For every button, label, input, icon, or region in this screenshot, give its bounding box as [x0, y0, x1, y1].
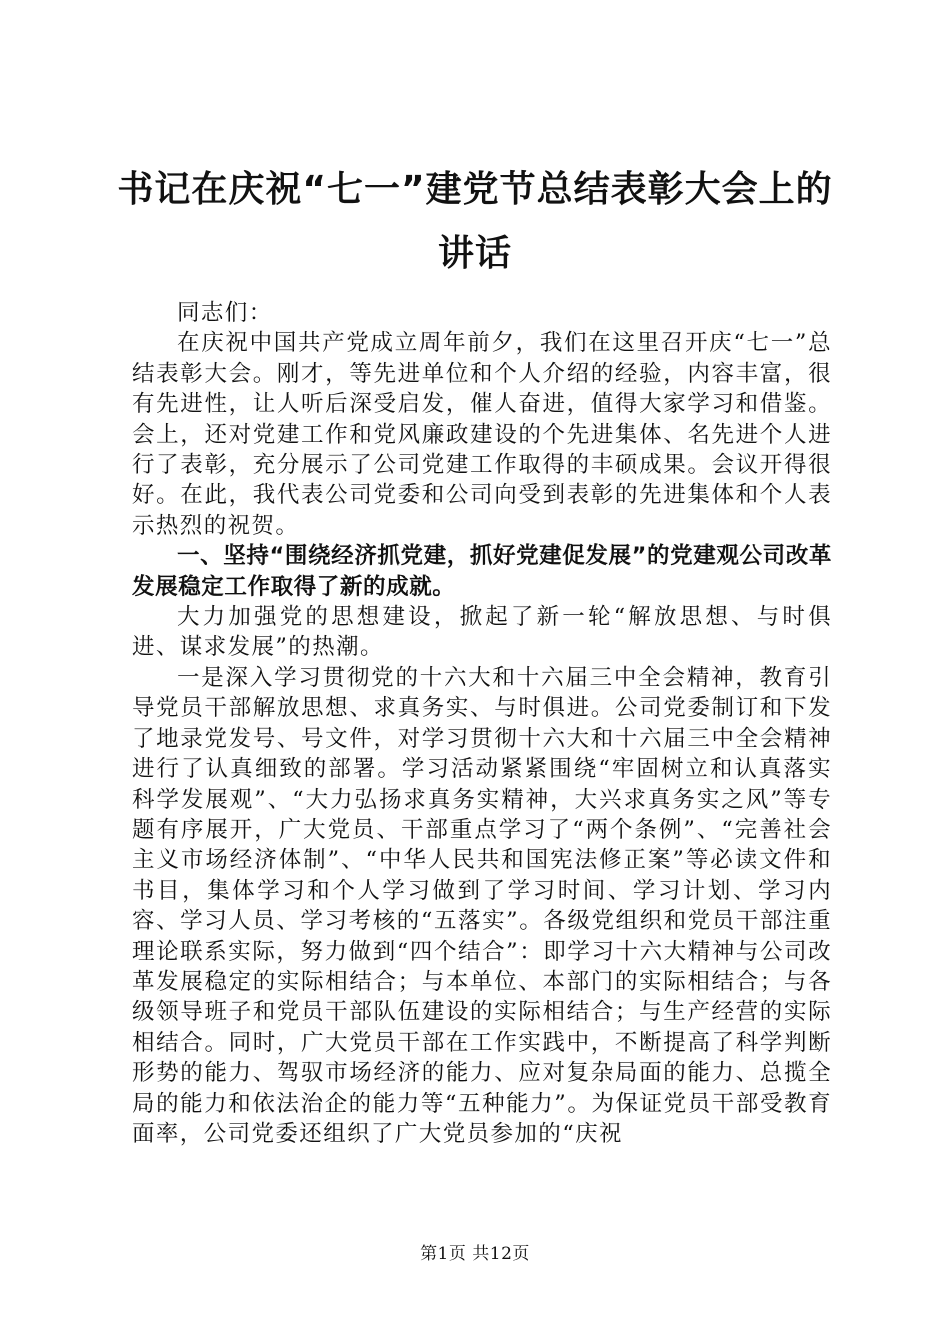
section-heading-1: 一、坚持“围绕经济抓党建，抓好党建促发展”的党建观公司改革发展稳定工作取得了新的成就。 [132, 543, 832, 600]
page-indicator: 第1页 共12页 [420, 1244, 530, 1264]
paragraph-subheading: 大力加强党的思想建设，掀起了新一轮“解放思想、与时俱进、谋求发展”的热潮。 [132, 604, 832, 661]
document-body [132, 298, 832, 1149]
salutation: 同志们： [177, 300, 273, 326]
document-title: 书记在庆祝“七一”建党节总结表彰大会上的讲话 [117, 169, 833, 274]
paragraph-intro: 在庆祝中国共产党成立周年前夕，我们在这里召开庆“七一”总结表彰大会。刚才，等先进单位和个人介绍的经验，内容丰富，很有先进性，让人听后深受启发，催人奋进，值得大家学习和借鉴。会上，还对党建工作和党风廉政建设的个先进集体、名先进个人进行了表彰，充分展示了公司党建工作取得的丰硕成果。会议开得很好。在此，我代表公司党委和公司向受到表彰的先进集体和个人表示热烈的祝贺。 [132, 330, 832, 539]
paragraph-point-1: 一是深入学习贯彻党的十六大和十六届三中全会精神，教育引导党员干部解放思想、求真务实、与时俱进。公司党委制订和下发了地录党发号、号文件，对学习贯彻十六大和十六届三中全会精神进行了认真细致的部署。学习活动紧紧围绕“牢固树立和认真落实科学发展观”、“大力弘扬求真务实精神，大兴求真务实之风”等专题有序展开，广大党员、干部重点学习了“两个条例”、“完善社会主义市场经济体制”、“中华人民共和国宪法修正案”等必读文件和书目，集体学习和个人学习做到了学习时间、学习计划、学习内容、学习人员、学习考核的“五落实”。各级党组织和党员干部注重理论联系实际，努力做到“四个结合”：即学习十六大精神与公司改革发展稳定的实际相结合；与本单位、本部门的实际相结合；与各级领导班子和党员干部队伍建设的实际相结合；与生产经营的实际相结合。同时，广大党员干部在工作实践中，不断提高了科学判断形势的能力、驾驭市场经济的能力、应对复杂局面的能力、总揽全局的能力和依法治企的能力等“五种能力”。为保证党员干部受教育面率，公司党委还组织了广大党员参加的“庆祝 [132, 664, 832, 1147]
